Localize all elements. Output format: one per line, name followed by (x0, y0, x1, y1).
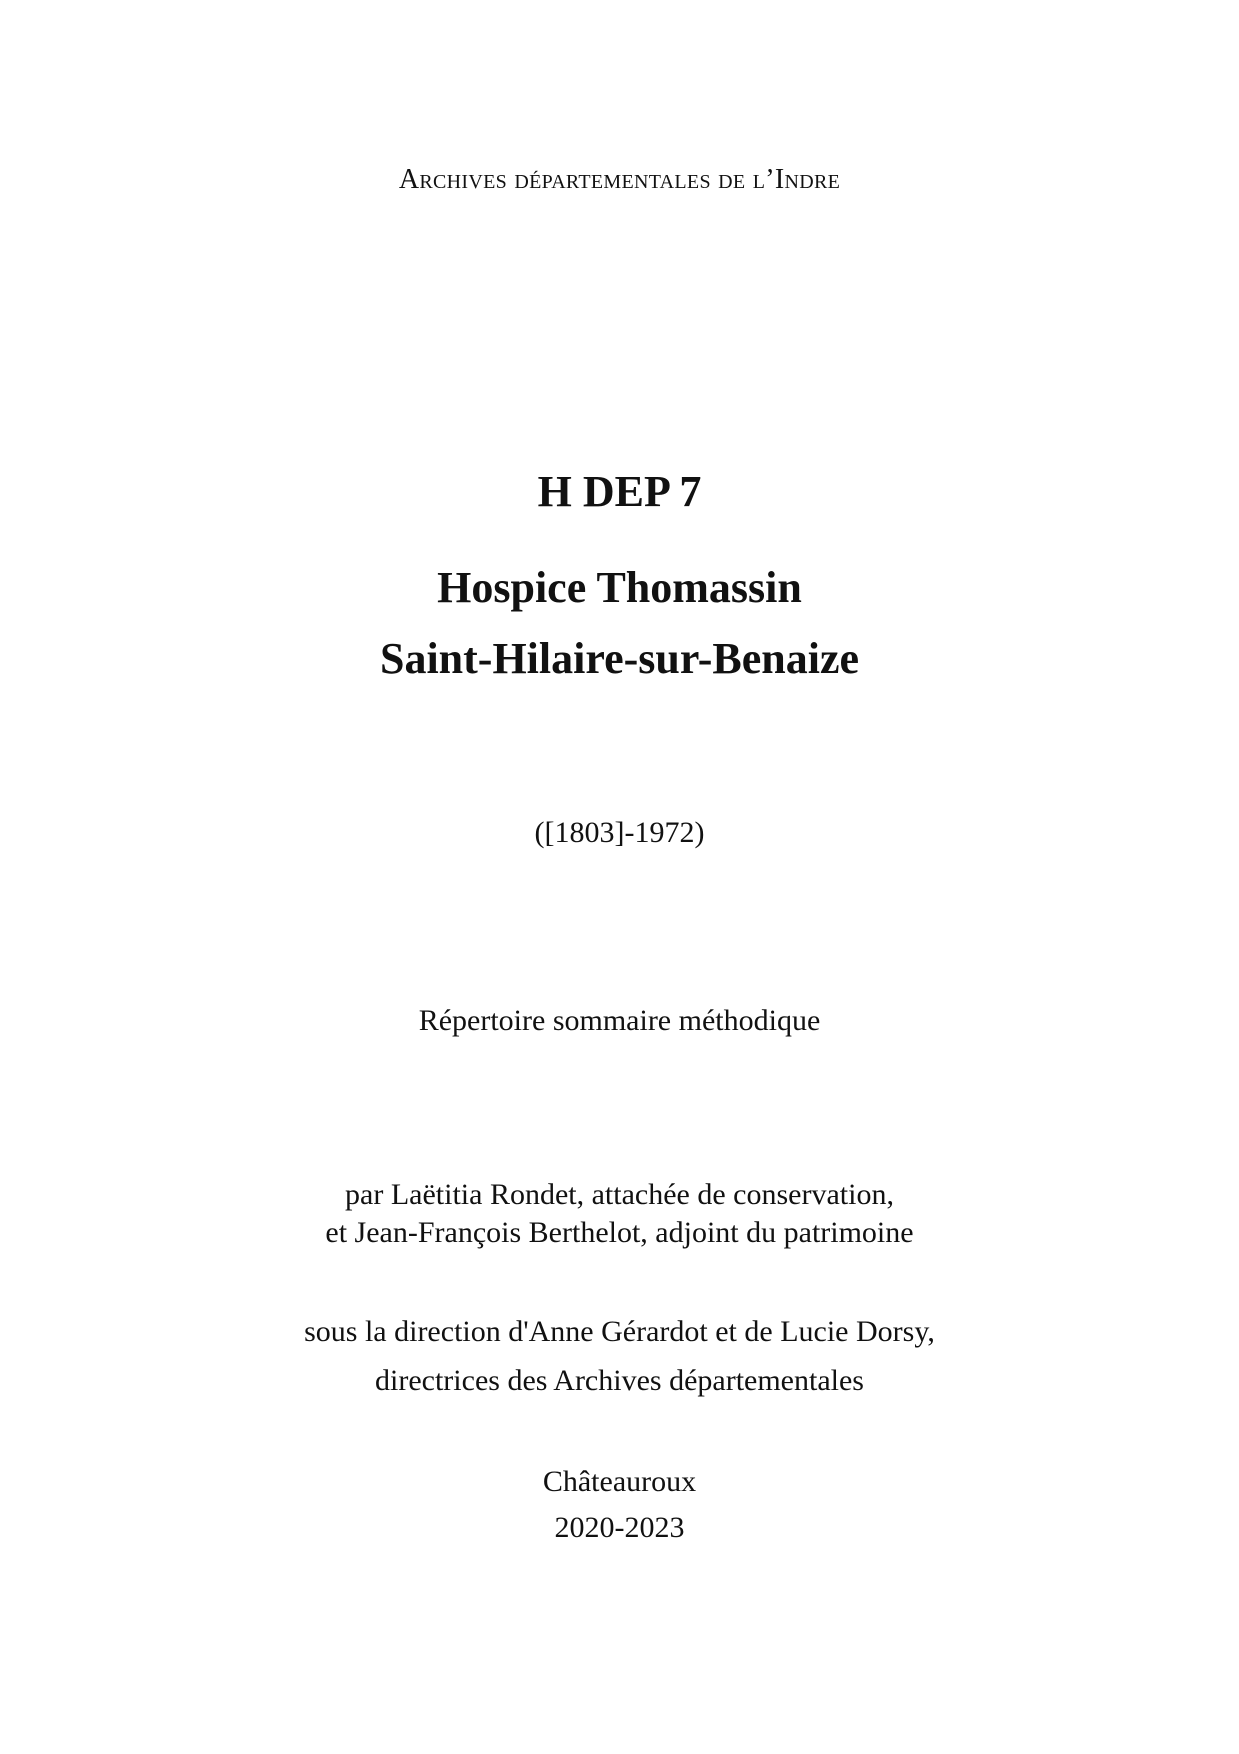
date-range: ([1803]-1972) (534, 816, 705, 849)
fonds-location: Saint-Hilaire-sur-Benaize (379, 634, 860, 683)
fonds-title: Hospice Thomassin (437, 563, 802, 612)
authors-line-1: par Laëtitia Rondet, attachée de conservation, (345, 1178, 894, 1211)
publication-place: Châteauroux (542, 1465, 697, 1498)
institution-name: Archives départementales de l’Indre (398, 164, 841, 195)
direction-line-1: sous la direction d'Anne Gérardot et de Lucie Dorsy, (304, 1315, 935, 1348)
fonds-reference: H DEP 7 (537, 467, 702, 516)
authors-line-2: et Jean-François Berthelot, adjoint du patrimoine (325, 1216, 914, 1249)
direction-line-2: directrices des Archives départementales (375, 1364, 864, 1397)
publication-years: 2020-2023 (554, 1511, 685, 1544)
document-type: Répertoire sommaire méthodique (418, 1004, 821, 1037)
